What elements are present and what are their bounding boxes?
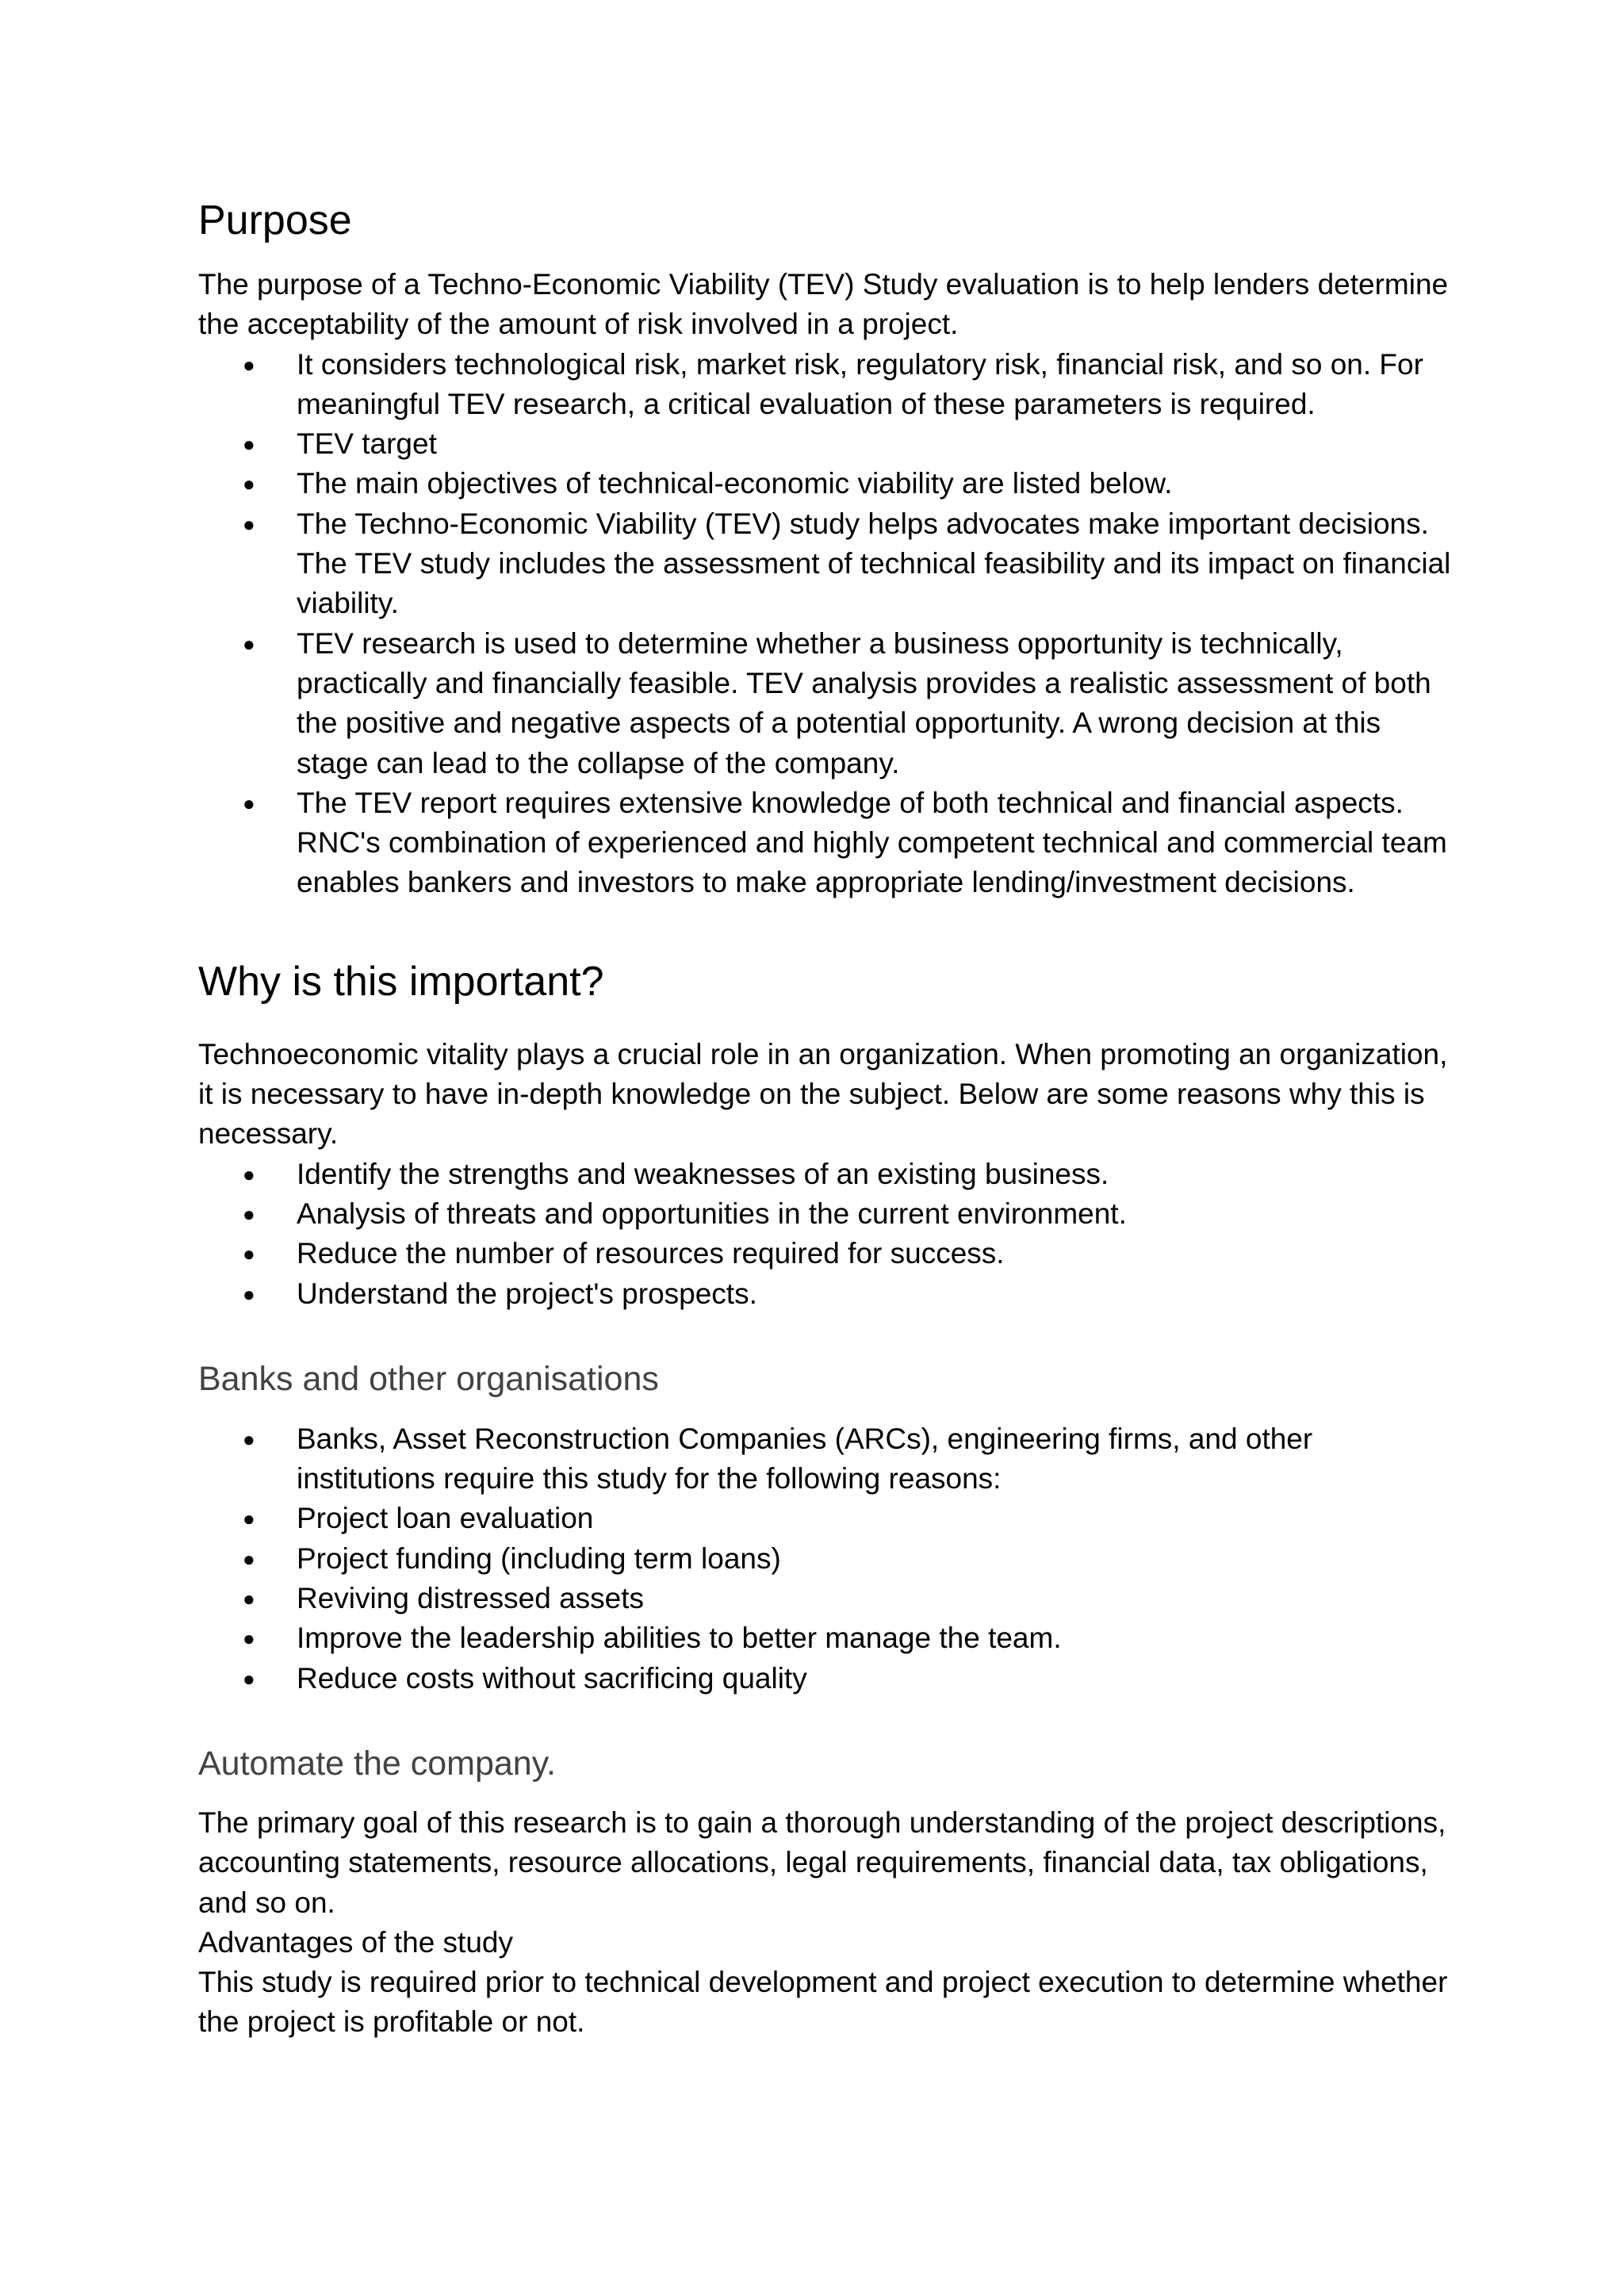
list-item: ● Improve the leadership abilities to better manage the team. [198,1618,1451,1658]
bullet-icon: ● [243,1201,255,1226]
bullet-icon: ● [243,1507,255,1531]
list-item: ● Banks, Asset Reconstruction Companies (ARCs), engineering firms, and other institutions require this study for the following reasons: [198,1419,1451,1499]
heading-why-important: Why is this important? [198,958,604,1005]
bullet-icon: ● [243,511,255,536]
list-item: ● Project funding (including term loans) [198,1539,1451,1579]
list-item: ● The main objectives of technical-economic viability are listed below. [198,464,1451,504]
purpose-list [198,345,1451,903]
bullet-icon: ● [243,1242,255,1266]
heading-automate: Automate the company. [198,1744,556,1783]
bullet-icon: ● [243,791,255,815]
automate-conclusion: This study is required prior to technical development and project execution to determine whether the project is profitable or not. [198,1966,1448,2039]
bullet-icon: ● [243,432,255,457]
list-item: ● The TEV report requires extensive knowledge of both technical and financial aspects. RNC's combination of experienced and highly competent technical and commercial team enables bankers and investors to make appropriate lending/investment decisions. [198,783,1451,903]
bullet-icon: ● [243,1546,255,1571]
automate-intro: The primary goal of this research is to gain a thorough understanding of the project descriptions, accounting statements, resource allocations, legal requirements, financial data, tax obligations, and so on. [198,1806,1446,1919]
bullet-icon: ● [243,1666,255,1691]
bullet-icon: ● [243,1162,255,1186]
purpose-intro: The purpose of a Techno-Economic Viability (TEV) Study evaluation is to help lenders determine the acceptability of the amount of risk involved in a project. [198,268,1449,341]
why-intro: Technoeconomic vitality plays a crucial role in an organization. When promoting an organization, it is necessary to have in-depth knowledge on the subject. Below are some reasons why this is necessary. [198,1037,1448,1151]
list-item: ● Understand the project's prospects. [198,1274,1451,1314]
bullet-icon: ● [243,1587,255,1611]
why-list [198,1155,1451,1314]
banks-list [198,1419,1451,1698]
list-item: ● It considers technological risk, market risk, regulatory risk, financial risk, and so on. For meaningful TEV research, a critical evaluation of these parameters is required. [198,345,1451,425]
bullet-icon: ● [243,1281,255,1306]
heading-banks: Banks and other organisations [198,1359,659,1398]
list-item: ● Analysis of threats and opportunities in the current environment. [198,1194,1451,1234]
bullet-icon: ● [243,1626,255,1651]
list-item: ● Project loan evaluation [198,1499,1451,1538]
heading-purpose: Purpose [198,197,352,243]
bullet-icon: ● [243,472,255,496]
bullet-icon: ● [243,631,255,656]
list-item: ● Reduce costs without sacrificing quality [198,1659,1451,1698]
list-item: ● Identify the strengths and weaknesses of an existing business. [198,1155,1451,1194]
bullet-icon: ● [243,352,255,377]
list-item: ● TEV research is used to determine whether a business opportunity is technically, practically and financially feasible. TEV analysis provides a realistic assessment of both the positive and negative aspects of a potential opportunity. A wrong decision at this stage can lead to the collapse of the company. [198,624,1451,783]
list-item: ● Reviving distressed assets [198,1579,1451,1618]
list-item: ● Reduce the number of resources required for success. [198,1234,1451,1273]
list-item: ● The Techno-Economic Viability (TEV) study helps advocates make important decisions. The TEV study includes the assessment of technical feasibility and its impact on financial viability. [198,504,1451,624]
bullet-icon: ● [243,1427,255,1451]
list-item: ● TEV target [198,424,1451,464]
advantages-label: Advantages of the study [198,1925,513,1959]
document-page [198,190,1451,2043]
